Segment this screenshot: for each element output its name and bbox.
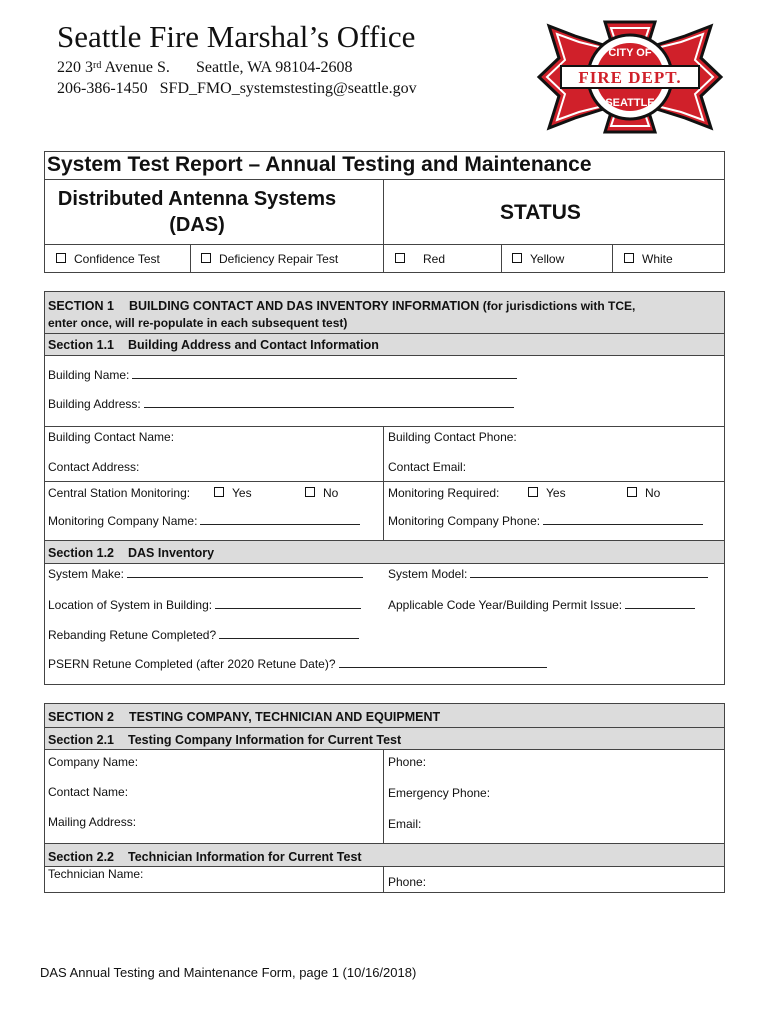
section-2-1-heading: Section 2.1 Testing Company Information for Current Test [48,733,402,747]
central-station-yes[interactable]: Yes [214,486,252,500]
building-name-field[interactable]: Building Name: [48,368,517,382]
deficiency-repair-option[interactable]: Deficiency Repair Test [201,252,338,266]
checkbox-icon[interactable] [305,487,315,497]
system-location-field[interactable]: Location of System in Building: [48,598,361,612]
monitoring-required-label: Monitoring Required: [388,486,500,500]
monitoring-company-name-field[interactable]: Monitoring Company Name: [48,514,360,528]
section1-heading: SECTION 1 BUILDING CONTACT AND DAS INVENTORY INFORMATION (for jurisdictions with TCE, [48,299,636,313]
checkbox-icon[interactable] [214,487,224,497]
central-station-label: Central Station Monitoring: [48,486,191,500]
monitoring-required-no[interactable]: No [627,486,660,500]
checkbox-icon[interactable] [201,253,211,263]
company-name-field[interactable]: Company Name: [48,755,139,769]
technician-name-field[interactable]: Technician Name: [48,867,144,881]
rebanding-retune-field[interactable]: Rebanding Retune Completed? [48,628,359,642]
status-red-option[interactable]: Red [395,252,445,266]
company-phone-field[interactable]: Phone: [388,755,427,769]
logo-text-bottom: SEATTLE [605,97,655,109]
org-name: Seattle Fire Marshal’s Office [57,19,416,54]
contact-line [57,80,417,98]
section2-heading: SECTION 2 TESTING COMPANY, TECHNICIAN AND EQUIPMENT [48,710,441,724]
emergency-phone-field[interactable]: Emergency Phone: [388,786,491,800]
building-address-field[interactable]: Building Address: [48,397,514,411]
psern-retune-field[interactable]: PSERN Retune Completed (after 2020 Retune Date)? [48,657,547,671]
street-name: Avenue S. [101,59,170,76]
monitoring-company-phone-field[interactable]: Monitoring Company Phone: [388,514,703,528]
section-1-1-heading: Section 1.1 Building Address and Contact Information [48,338,379,352]
page-footer: DAS Annual Testing and Maintenance Form, page 1 (10/16/2018) [40,965,417,980]
checkbox-icon[interactable] [627,487,637,497]
contact-email-field[interactable]: Contact Email: [388,460,467,474]
section1-heading-note: enter once, will re-populate in each subsequent test) [48,316,348,330]
office-email: SFD_FMO_systemstesting@seattle.gov [159,80,417,97]
checkbox-icon[interactable] [56,253,66,263]
monitoring-required-yes[interactable]: Yes [528,486,566,500]
checkbox-icon[interactable] [512,253,522,263]
checkbox-icon[interactable] [395,253,405,263]
system-model-field[interactable]: System Model: [388,567,708,581]
street-address [57,59,353,77]
confidence-test-option[interactable]: Confidence Test [56,252,160,266]
building-contact-phone-field[interactable]: Building Contact Phone: [388,430,517,444]
section-1-2-heading: Section 1.2 DAS Inventory [48,546,215,560]
report-title: System Test Report – Annual Testing and Maintenance [47,153,592,176]
street-ordinal: rd [93,60,102,71]
contact-name-field[interactable]: Contact Name: [48,785,129,799]
company-email-field[interactable]: Email: [388,817,422,831]
street-number: 220 3 [57,59,93,76]
checkbox-icon[interactable] [528,487,538,497]
fire-dept-logo [535,18,725,136]
section-2-2-heading: Section 2.2 Technician Information for Current Test [48,850,362,864]
city-line: Seattle, WA 98104-2608 [195,59,353,76]
central-station-no[interactable]: No [305,486,338,500]
mailing-address-field[interactable]: Mailing Address: [48,815,137,829]
system-title: Distributed Antenna Systems (DAS) [57,188,337,236]
contact-address-field[interactable]: Contact Address: [48,460,140,474]
code-year-field[interactable]: Applicable Code Year/Building Permit Issue: [388,598,695,612]
logo-text-top: CITY OF [608,47,652,59]
status-yellow-option[interactable]: Yellow [512,252,564,266]
status-white-option[interactable]: White [624,252,673,266]
system-make-field[interactable]: System Make: [48,567,363,581]
technician-phone-field[interactable]: Phone: [388,875,427,889]
status-label: STATUS [500,201,581,224]
checkbox-icon[interactable] [624,253,634,263]
logo-text-middle: FIRE DEPT. [578,68,682,87]
office-phone: 206-386-1450 [57,80,148,97]
building-contact-name-field[interactable]: Building Contact Name: [48,430,175,444]
